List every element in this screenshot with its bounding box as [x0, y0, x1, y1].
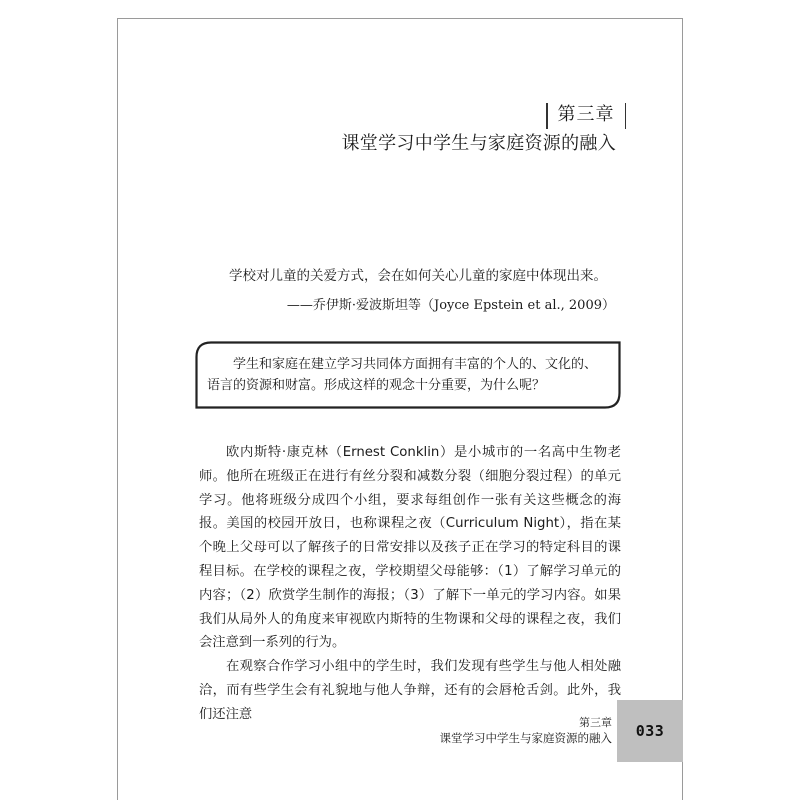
epigraph-attribution: ——乔伊斯·爱波斯坦等（Joyce Epstein et al., 2009） [286, 298, 615, 313]
page-number-tab [617, 700, 683, 762]
question-text: 学生和家庭在建立学习共同体方面拥有丰富的个人的、文化的、语言的资源和财富。形成这样的观念十分重要，为什么呢？ [207, 357, 598, 393]
chapter-title: 课堂学习中学生与家庭资源的融入 [341, 133, 616, 154]
reflection-question-box [195, 341, 621, 409]
page-number: 033 [635, 722, 665, 740]
body-paragraph: 在观察合作学习小组中的学生时，我们发现有些学生与他人相处融洽，而有些学生会有礼貌地与他人争辩，还有的会唇枪舌剑。此外，我们还注意 [199, 659, 621, 722]
running-footer-title: 课堂学习中学生与家庭资源的融入 [439, 731, 612, 745]
chapter-label: 第三章 [546, 103, 626, 127]
body-text [199, 441, 621, 727]
body-paragraph: 欧内斯特·康克林（Ernest Conklin）是小城市的一名高中生物老师。他所在班级正在进行有丝分裂和减数分裂（细胞分裂过程）的单元学习。他将班级分成四个小组，要求每组创作一张有关这些概念的海报。美国的校园开放日，也称课程之夜（Curriculum Night），指在某个晚上父母可以了解孩子的日常安排以及孩子正在学习的特定科目的课程目标。在学校的课程之夜，学校期望父母能够：（1）了解学习单元的内容；（2）欣赏学生制作的海报；（3）了解下一单元的学习内容。如果我们从局外人的角度来审视欧内斯特的生物课和父母的课程之夜，我们会注意到一系列的行为。 [199, 445, 621, 651]
epigraph-quote: 学校对儿童的关爱方式，会在如何关心儿童的家庭中体现出来。 [229, 268, 607, 284]
running-footer-chapter: 第三章 [579, 716, 612, 729]
